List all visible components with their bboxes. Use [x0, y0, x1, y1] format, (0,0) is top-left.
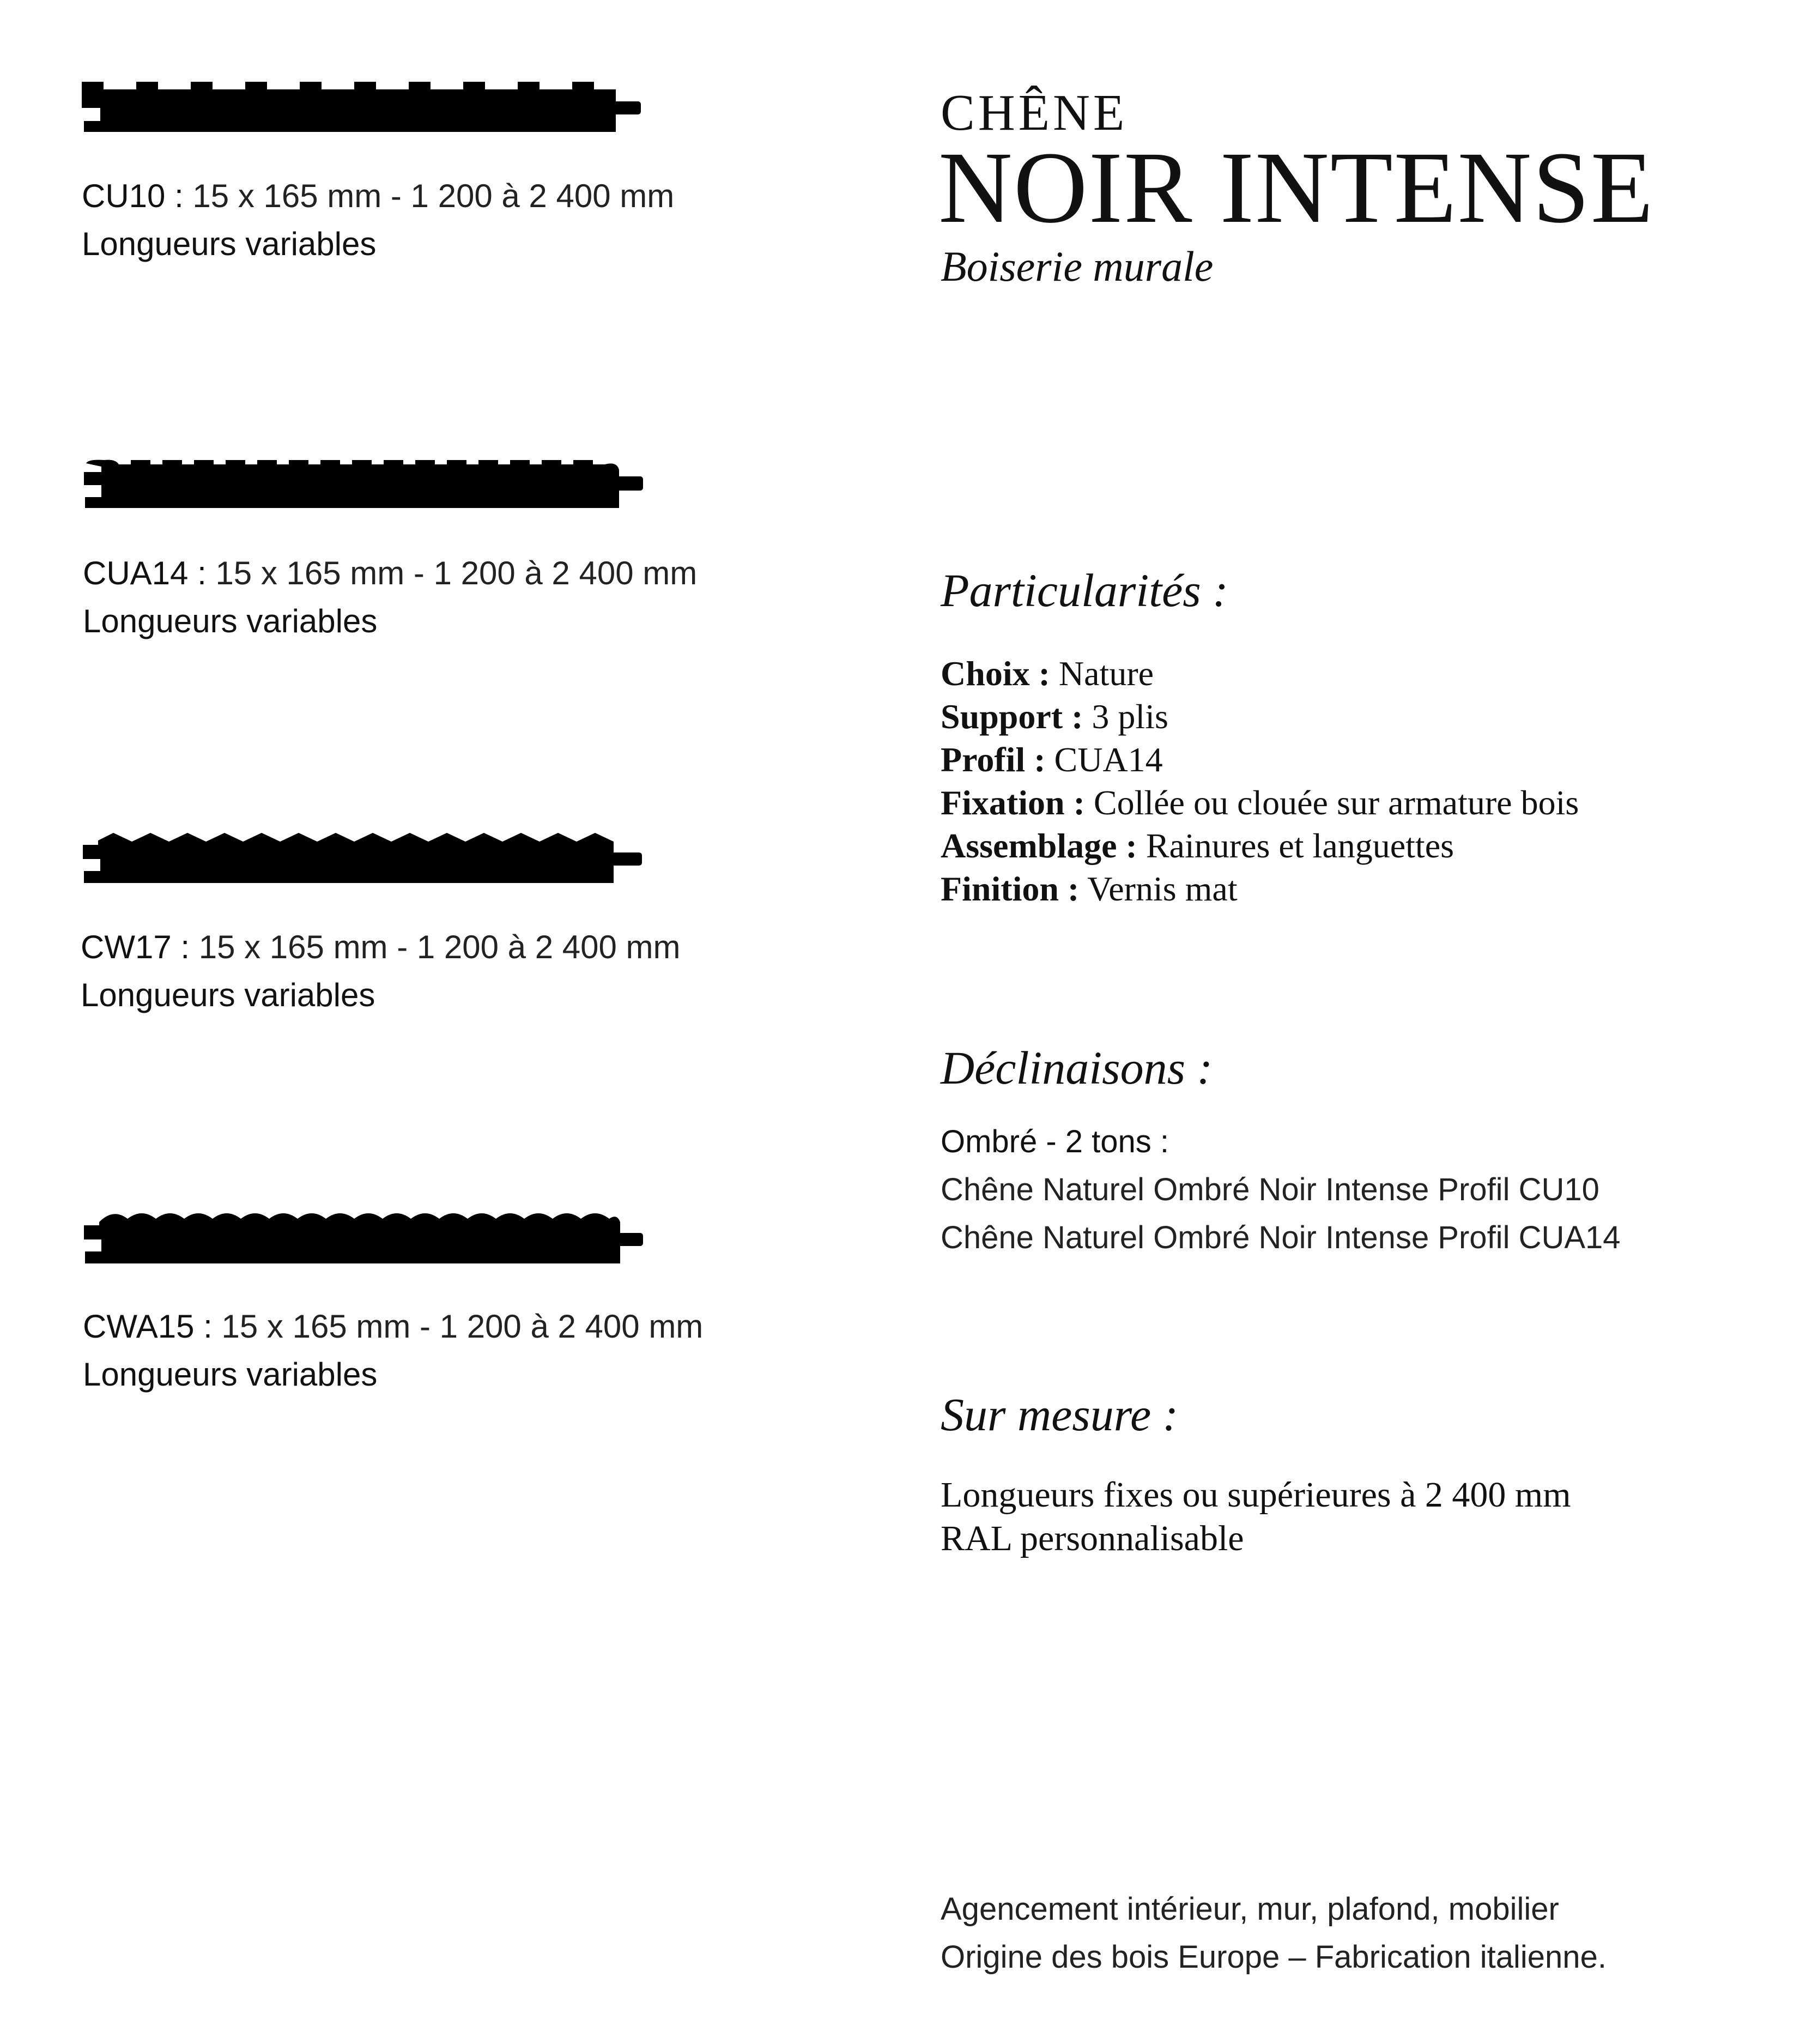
- declinaisons-heading: Déclinaisons :: [941, 1042, 1213, 1094]
- profile-cu10-spec: CU10 : 15 x 165 mm - 1 200 à 2 400 mm: [82, 178, 675, 214]
- profile-cwa15-spec: CWA15 : 15 x 165 mm - 1 200 à 2 400 mm: [83, 1308, 704, 1345]
- feature-value: 3 plis: [1092, 697, 1168, 736]
- feature-key: Assemblage :: [941, 826, 1137, 865]
- profile-code: CUA14: [83, 555, 189, 591]
- profile-code: CU10: [82, 178, 166, 214]
- feature-key: Profil :: [941, 740, 1046, 779]
- feature-value: Rainures et languettes: [1146, 826, 1454, 865]
- profile-dims: 15 x 165 mm - 1 200 à 2 400 mm: [221, 1308, 704, 1345]
- feature-value: Nature: [1058, 654, 1154, 693]
- declinaison-item: Chêne Naturel Ombré Noir Intense Profil CUA14: [941, 1220, 1621, 1255]
- footer-usage: Agencement intérieur, mur, plafond, mobilier: [941, 1891, 1559, 1927]
- profile-code: CW17: [81, 929, 172, 965]
- feature-key: Finition :: [941, 869, 1080, 908]
- sur-mesure-heading: Sur mesure :: [941, 1388, 1179, 1441]
- declinaisons-subheading: Ombré - 2 tons :: [941, 1124, 1169, 1159]
- sur-mesure-line: RAL personnalisable: [941, 1519, 1244, 1558]
- feature-key: Fixation :: [941, 783, 1085, 822]
- feature-choix: [941, 652, 1579, 695]
- profile-cua14-shape: [83, 459, 644, 511]
- declinaison-item: Chêne Naturel Ombré Noir Intense Profil CU10: [941, 1172, 1599, 1207]
- profile-lengths: Longueurs variables: [81, 977, 375, 1013]
- product-title: NOIR INTENSE: [938, 130, 1654, 244]
- feature-value: CUA14: [1054, 740, 1163, 779]
- profile-cwa15-shape: [83, 1210, 644, 1265]
- particularites-heading: Particularités :: [941, 564, 1228, 616]
- feature-assemblage: [941, 824, 1579, 867]
- feature-key: Choix :: [941, 654, 1050, 693]
- product-kicker: CHÊNE: [941, 84, 1128, 141]
- profile-cw17-shape: [82, 831, 643, 885]
- profile-code: CWA15: [83, 1308, 195, 1345]
- feature-finition: [941, 867, 1579, 910]
- profile-lengths: Longueurs variables: [82, 226, 377, 262]
- profile-lengths: Longueurs variables: [83, 1356, 378, 1393]
- feature-profil: [941, 738, 1579, 781]
- profile-cw17-spec: CW17 : 15 x 165 mm - 1 200 à 2 400 mm: [81, 929, 681, 965]
- profile-cua14-spec: CUA14 : 15 x 165 mm - 1 200 à 2 400 mm: [83, 555, 698, 591]
- sur-mesure-line: Longueurs fixes ou supérieures à 2 400 mm: [941, 1475, 1571, 1515]
- particularites-list: [941, 652, 1579, 910]
- profile-dims: 15 x 165 mm - 1 200 à 2 400 mm: [215, 555, 698, 591]
- profile-dims: 15 x 165 mm - 1 200 à 2 400 mm: [198, 929, 681, 965]
- feature-fixation: [941, 781, 1579, 824]
- footer-origin: Origine des bois Europe – Fabrication italienne.: [941, 1939, 1607, 1975]
- feature-value: Vernis mat: [1087, 869, 1238, 908]
- feature-value: Collée ou clouée sur armature bois: [1093, 783, 1579, 822]
- feature-key: Support :: [941, 697, 1083, 736]
- feature-support: [941, 695, 1579, 738]
- profile-lengths: Longueurs variables: [83, 603, 378, 639]
- profile-dims: 15 x 165 mm - 1 200 à 2 400 mm: [192, 178, 675, 214]
- profile-cu10-shape: [82, 82, 643, 134]
- product-subtitle: Boiserie murale: [941, 243, 1214, 290]
